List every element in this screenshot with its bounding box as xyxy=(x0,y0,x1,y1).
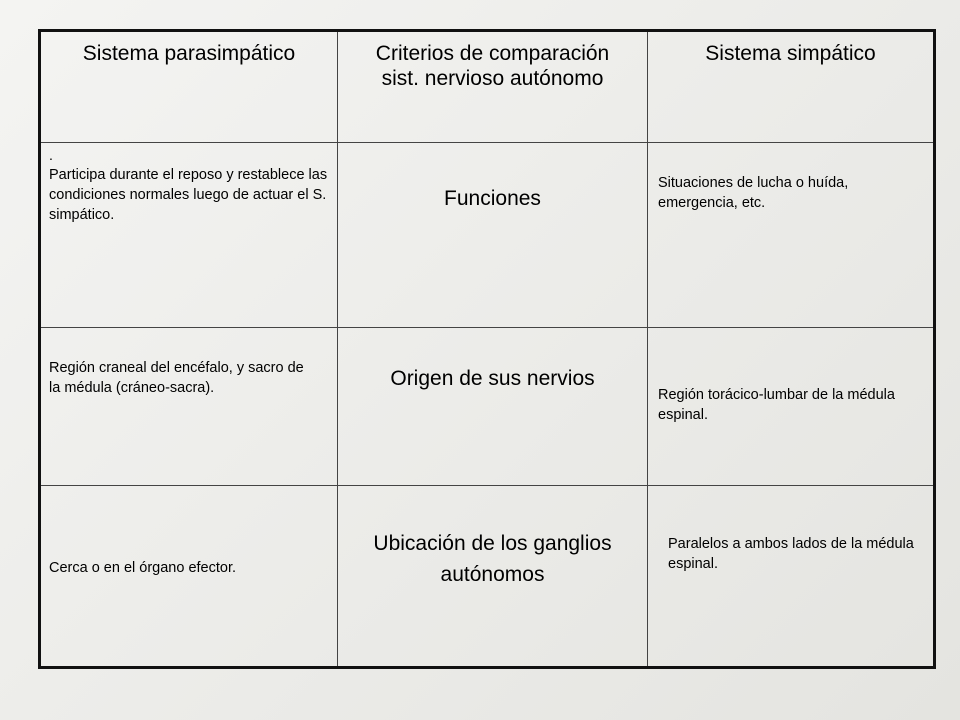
ganglios-parasympathetic-text: Cerca o en el órgano efector. xyxy=(49,560,237,576)
funciones-sympathetic-text: Situaciones de lucha o huída, emergencia, etc. xyxy=(658,175,849,211)
comparison-table xyxy=(38,29,936,669)
row-funciones-parasympathetic xyxy=(41,143,338,328)
funciones-parasympathetic-text: Participa durante el reposo y restablece las condiciones normales luego de actuar el S. simpático. xyxy=(49,167,328,223)
criterion-ganglios-label: Ubicación de los ganglios autónomos xyxy=(373,532,612,586)
row-funciones-sympathetic xyxy=(648,143,933,328)
criterion-funciones-label: Funciones xyxy=(444,187,541,210)
row-ganglios-sympathetic xyxy=(648,486,933,666)
header-parasympathetic xyxy=(41,32,338,143)
row-funciones-criterion xyxy=(338,143,648,328)
row-ganglios-criterion xyxy=(338,486,648,666)
row-origen-criterion xyxy=(338,328,648,486)
ganglios-sympathetic-text: Paralelos a ambos lados de la médula espinal. xyxy=(668,536,914,572)
header-criteria-label: Criterios de comparación sist. nervioso autónomo xyxy=(375,42,610,90)
origen-sympathetic-text: Región torácico-lumbar de la médula espinal. xyxy=(658,387,895,423)
criterion-origen-label: Origen de sus nervios xyxy=(390,367,595,390)
row-origen-parasympathetic xyxy=(41,328,338,486)
header-parasympathetic-label: Sistema parasimpático xyxy=(82,42,296,65)
header-sympathetic-label: Sistema simpático xyxy=(705,42,876,65)
row-ganglios-parasympathetic xyxy=(41,486,338,666)
row-origen-sympathetic xyxy=(648,328,933,486)
header-criteria xyxy=(338,32,648,143)
header-sympathetic xyxy=(648,32,933,143)
bullet-marker: . xyxy=(49,147,53,163)
origen-parasympathetic-text: Región craneal del encéfalo, y sacro de la médula (cráneo-sacra). xyxy=(49,360,304,396)
